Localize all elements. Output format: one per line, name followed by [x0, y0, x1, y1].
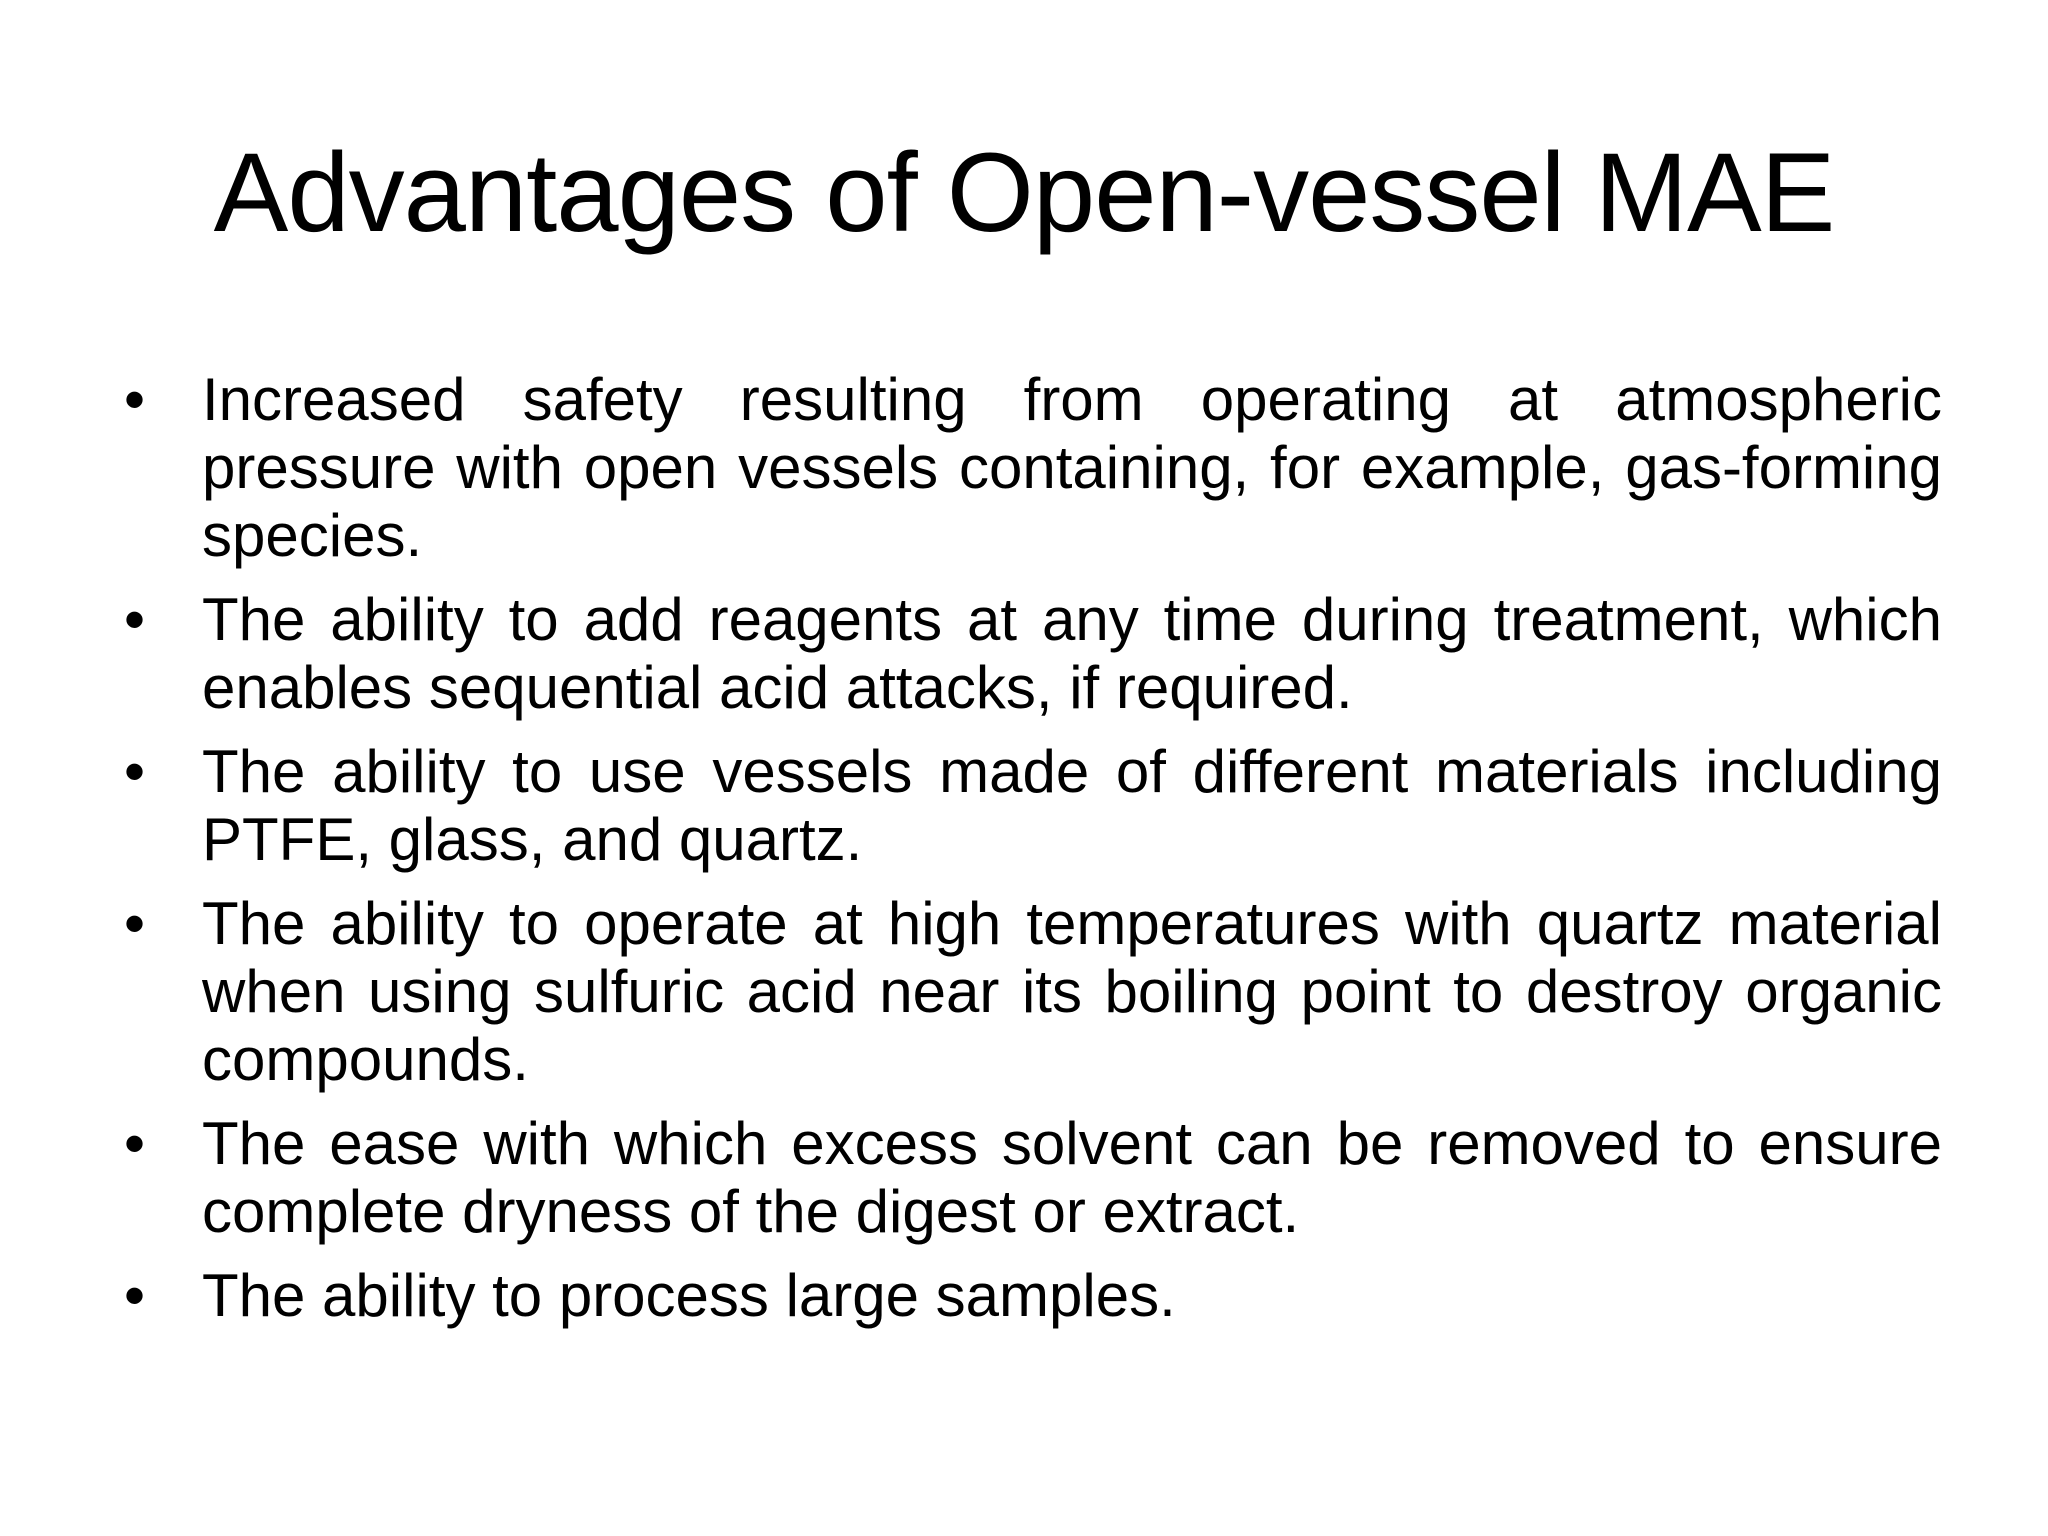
bullet-item [122, 1110, 1942, 1246]
bullet-text: The ability to operate at high temperatures with quartz material when using sulfuric acid near its boiling point to destroy organic compounds. [202, 890, 1942, 1093]
bullet-point-icon: • [124, 738, 146, 805]
bullet-item [122, 1262, 1942, 1330]
bullet-point-icon: • [124, 890, 146, 957]
bullet-text: The ease with which excess solvent can be removed to ensure complete dryness of the digest or extract. [202, 1110, 1942, 1245]
bullet-item [122, 366, 1942, 570]
bullet-point-icon: • [124, 586, 146, 653]
bullet-item [122, 738, 1942, 874]
bullet-item [122, 586, 1942, 722]
bullet-list [122, 366, 1942, 1346]
bullet-text: Increased safety resulting from operating at atmospheric pressure with open vessels containing, for example, gas-forming species. [202, 366, 1942, 569]
bullet-item [122, 890, 1942, 1094]
slide-title: Advantages of Open-vessel MAE [213, 130, 1835, 255]
bullet-text: The ability to add reagents at any time during treatment, which enables sequential acid attacks, if required. [202, 586, 1942, 721]
bullet-text: The ability to process large samples. [202, 1262, 1176, 1329]
bullet-point-icon: • [124, 1262, 146, 1329]
bullet-point-icon: • [124, 1110, 146, 1177]
bullet-point-icon: • [124, 366, 146, 433]
bullet-text: The ability to use vessels made of different materials including PTFE, glass, and quartz. [202, 738, 1942, 873]
